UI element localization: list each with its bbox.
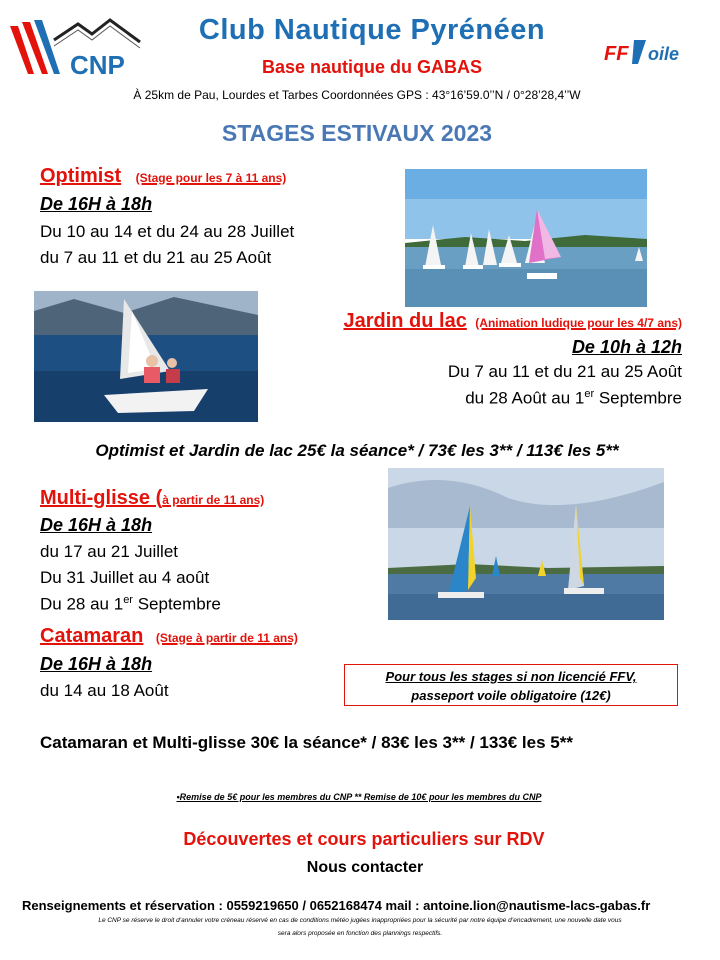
price-optimist-jardin: Optimist et Jardin de lac 25€ la séance* / 73€ les 3** / 113€ les 5** (95, 441, 619, 460)
licence-notice-line-2: passeport voile obligatoire (12€) (411, 688, 611, 703)
multiglisse-dates-3: Du 28 au 1er Septembre (40, 594, 221, 614)
reservation-line: Renseignements et réservation : 0559219650 / 0652168474 mail : antoine.lion@nautisme-lacs-gabas.fr (22, 898, 651, 913)
jardin-title: Jardin du lac (343, 310, 467, 332)
svg-text:FF: FF (604, 43, 629, 65)
svg-text:oile: oile (648, 44, 680, 64)
jardin-dates-2: du 28 Août au 1er Septembre (465, 388, 682, 408)
catamaran-heading (40, 625, 298, 648)
optimist-dates-1: Du 10 au 14 et du 24 au 28 Juillet (40, 222, 295, 241)
jardin-note: (Animation ludique pour les 4/7 ans) (475, 316, 682, 330)
price-catamaran-multiglisse: Catamaran et Multi-glisse 30€ la séance* / 83€ les 3** / 133€ les 5** (40, 733, 573, 752)
club-title: Club Nautique Pyrénéen (198, 14, 546, 46)
jardin-lac-photo (34, 291, 258, 422)
optimist-note: (Stage pour les 7 à 11 ans) (135, 171, 287, 185)
catamaran-title: Catamaran (40, 625, 144, 647)
discount-note: •Remise de 5€ pour les membres du CNP ** Remise de 10€ pour les membres du CNP (176, 792, 542, 802)
optimist-title: Optimist (40, 165, 122, 187)
multiglisse-dates-2: Du 31 Juillet au 4 août (40, 568, 210, 587)
licence-notice-box (344, 664, 678, 706)
optimist-fleet-photo (405, 169, 647, 307)
optimist-schedule: De 16H à 18h (40, 194, 153, 214)
location-line: À 25km de Pau, Lourdes et Tarbes Coordonnées GPS : 43°16’59.0’’N / 0°28’28,4’’W (133, 88, 581, 102)
svg-text:CNP: CNP (70, 50, 125, 80)
jardin-dates-1: Du 7 au 11 et du 21 au 25 Août (447, 362, 682, 381)
contact-line: Nous contacter (306, 859, 424, 876)
multiglisse-dates-1: du 17 au 21 Juillet (40, 542, 178, 561)
licence-notice-line-1: Pour tous les stages si non licencié FFV, (385, 669, 637, 684)
jardin-heading (343, 310, 682, 333)
multiglisse-schedule: De 16H à 18h (40, 515, 153, 535)
optimist-dates-2: du 7 au 11 et du 21 au 25 Août (40, 248, 272, 267)
catamaran-photo (388, 468, 664, 620)
multiglisse-note: à partir de 11 ans) (162, 493, 265, 507)
multiglisse-title: Multi-glisse ( (40, 487, 163, 509)
disclaimer-line-1: Le CNP se réserve le droit d’annuler votre créneau réservé en cas de conditions météo jugées inappropriées pour la sécurité par notre équipe d’encadrement, une nouvelle date vous (98, 917, 622, 924)
jardin-schedule: De 10h à 12h (571, 337, 682, 357)
multiglisse-heading (40, 487, 264, 510)
disclaimer-line-2: sera alors proposée en fonction des plannings respectifs. (277, 930, 443, 937)
catamaran-note: (Stage à partir de 11 ans) (155, 631, 298, 645)
catamaran-schedule: De 16H à 18h (40, 654, 153, 674)
season-title: STAGES ESTIVAUX 2023 (221, 120, 493, 146)
decouvertes-line: Découvertes et cours particuliers sur RDV (183, 829, 545, 849)
base-title: Base nautique du GABAS (261, 57, 483, 77)
ffvoile-logo (604, 36, 708, 68)
catamaran-dates-1: du 14 au 18 Août (40, 681, 169, 700)
optimist-heading (40, 165, 286, 188)
